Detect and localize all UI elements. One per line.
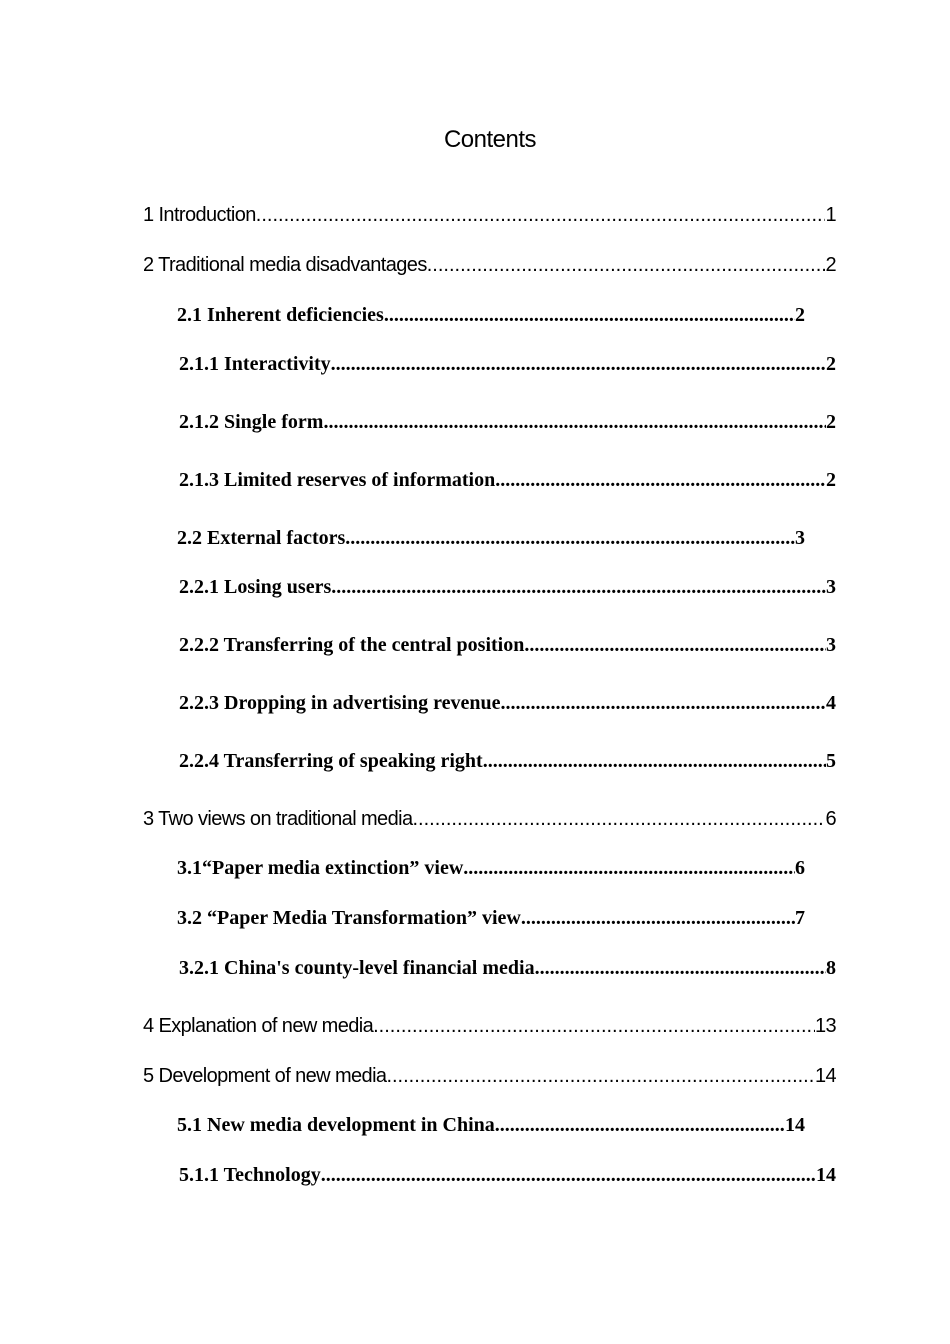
toc-entry-page: 6 — [795, 857, 805, 879]
toc-entry-2-2[interactable] — [177, 524, 805, 552]
dot-leader — [427, 251, 826, 279]
toc-entry-label: 2.2.3 Dropping in advertising revenue — [179, 692, 501, 714]
dot-leader — [412, 805, 825, 833]
toc-entry-2-1-1[interactable] — [179, 350, 836, 378]
toc-entry-3-2[interactable] — [177, 904, 805, 932]
dot-leader — [331, 350, 826, 378]
dot-leader — [495, 1111, 785, 1139]
toc-entry-2-2-3[interactable] — [179, 689, 836, 717]
dot-leader — [345, 524, 795, 552]
toc-entry-label: 2.2 External factors — [177, 527, 346, 549]
toc-entry-page: 8 — [826, 957, 836, 979]
dot-leader — [331, 573, 826, 601]
toc-entry-page: 13 — [814, 1015, 836, 1037]
toc-entry-label: 2.2.4 Transferring of speaking right — [179, 750, 483, 772]
toc-entry-2-2-4[interactable] — [179, 747, 836, 775]
dot-leader — [321, 1161, 816, 1189]
toc-title: Contents — [443, 126, 537, 153]
toc-entry-page: 2 — [795, 304, 805, 326]
toc-entry-page: 14 — [814, 1065, 836, 1087]
toc-entry-3-2-1[interactable] — [179, 954, 836, 982]
dot-leader — [501, 689, 826, 717]
dot-leader — [384, 301, 795, 329]
toc-entry-page: 6 — [825, 808, 836, 830]
dot-leader — [323, 408, 826, 436]
toc-entry-2-1-2[interactable] — [179, 408, 836, 436]
toc-entry-label: 2 Traditional media disadvantages — [143, 254, 427, 276]
toc-entry-label: 4 Explanation of new media — [143, 1015, 374, 1037]
toc-entry-label: 5.1 New media development in China — [177, 1114, 495, 1136]
toc-entry-label: 3.2.1 China's county-level financial media — [179, 957, 535, 979]
toc-entry-page: 3 — [826, 576, 836, 598]
toc-entry-2[interactable] — [143, 251, 836, 279]
toc-entry-label: 5 Development of new media — [143, 1065, 387, 1087]
toc-entry-page: 7 — [795, 907, 805, 929]
toc-entry-label: 2.2.1 Losing users — [179, 576, 332, 598]
toc-entry-label: 2.1.3 Limited reserves of information — [179, 469, 496, 491]
toc-entry-page: 2 — [825, 254, 836, 276]
toc-entry-label: 2.1.1 Interactivity — [179, 353, 331, 375]
toc-entry-page: 14 — [816, 1164, 836, 1186]
toc-entry-page: 1 — [825, 204, 836, 226]
toc-entry-page: 3 — [826, 634, 836, 656]
toc-entry-label: 3.1“Paper media extinction” view — [177, 857, 464, 879]
toc-entry-label: 3.2 “Paper Media Transformation” view — [177, 907, 521, 929]
dot-leader — [524, 631, 826, 659]
toc-entry-page: 2 — [826, 469, 836, 491]
toc-entry-page: 3 — [795, 527, 805, 549]
toc-entry-5-1-1[interactable] — [179, 1161, 836, 1189]
toc-entry-1[interactable] — [143, 201, 836, 229]
toc-entry-page: 4 — [826, 692, 836, 714]
dot-leader — [463, 854, 795, 882]
dot-leader — [535, 954, 826, 982]
dot-leader — [256, 201, 826, 229]
toc-entry-3-1[interactable] — [177, 854, 805, 882]
toc-entry-label: 3 Two views on traditional media — [143, 808, 413, 830]
toc-entry-label: 2.2.2 Transferring of the central position — [179, 634, 525, 656]
toc-entry-page: 2 — [826, 411, 836, 433]
toc-entry-2-2-2[interactable] — [179, 631, 836, 659]
toc-entry-label: 1 Introduction — [143, 204, 256, 226]
toc-entry-2-1[interactable] — [177, 301, 805, 329]
dot-leader — [495, 466, 826, 494]
toc-entry-page: 14 — [785, 1114, 805, 1136]
toc-entry-label: 5.1.1 Technology — [179, 1164, 321, 1186]
toc-entry-page: 2 — [826, 353, 836, 375]
dot-leader — [373, 1012, 815, 1040]
dot-leader — [521, 904, 795, 932]
toc-entry-5[interactable] — [143, 1062, 836, 1090]
toc-entry-2-1-3[interactable] — [179, 466, 836, 494]
toc-entry-label: 2.1.2 Single form — [179, 411, 324, 433]
toc-entry-3[interactable] — [143, 805, 836, 833]
toc-entry-label: 2.1 Inherent deficiencies — [177, 304, 384, 326]
toc-entry-5-1[interactable] — [177, 1111, 805, 1139]
toc-entry-2-2-1[interactable] — [179, 573, 836, 601]
toc-entry-page: 5 — [826, 750, 836, 772]
dot-leader — [483, 747, 826, 775]
dot-leader — [386, 1062, 815, 1090]
toc-entry-4[interactable] — [143, 1012, 836, 1040]
